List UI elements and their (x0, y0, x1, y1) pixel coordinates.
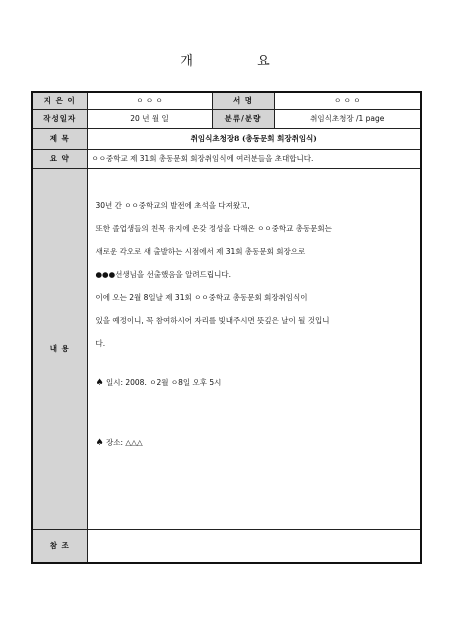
reference-value (87, 529, 421, 563)
author-label: 지 은 이 (32, 92, 87, 109)
subject-value: 취임식초청장8 (총동문회 회장취임식) (87, 128, 421, 149)
content-paragraph: 30년 간 ㅇㅇ중학교의 발전에 초석을 다져왔고, (95, 200, 250, 210)
date-label: 작성일자 (32, 109, 87, 128)
summary-value: ㅇㅇ중학교 제 31회 총동문회 회장취임식에 여러분들을 초대합니다. (87, 149, 421, 168)
event-place-text: 장소: △△△ (105, 437, 143, 447)
content-paragraph: 이에 오는 2월 8일날 제 31회 ㅇㅇ중학교 총동문회 회장취임식이 (95, 292, 308, 302)
content-paragraph: 있을 예정이니, 꼭 참여하시어 자리를 빛내주시면 뜻깊은 날이 될 것입니 (95, 315, 330, 325)
date-value: 20 년 월 일 (87, 109, 212, 128)
reference-label: 참 조 (32, 529, 87, 563)
event-place (96, 438, 413, 448)
content-paragraph: ●●●선생님을 선출했음을 알려드립니다. (95, 269, 231, 279)
signature-label: 서 명 (212, 92, 274, 109)
content-paragraph: 다. (95, 338, 106, 348)
summary-label: 요 약 (32, 149, 87, 168)
summary-form-table (31, 91, 422, 564)
document-title: 개 요 (180, 54, 300, 69)
event-date (96, 378, 413, 388)
event-date-text: 일시: 2008. ㅇ2월 ㅇ8일 오후 5시 (105, 377, 222, 387)
category-value: 취임식초청장 /1 page (274, 109, 421, 128)
content-paragraph: 새로운 각오로 새 출발하는 시점에서 제 31회 총동문회 회장으로 (95, 246, 306, 256)
spade-icon: ♠ (95, 437, 104, 448)
signature-value: ㅇ ㅇ ㅇ (274, 92, 421, 109)
content-paragraph: 또한 졸업생들의 친목 유지에 온갖 정성을 다해온 ㅇㅇ중학교 총동문회는 (95, 223, 332, 233)
author-value: ㅇ ㅇ ㅇ (87, 92, 212, 109)
spade-icon: ♠ (95, 377, 104, 388)
content-label: 내 용 (32, 168, 87, 529)
category-label: 분류/분량 (212, 109, 274, 128)
content-body (87, 168, 421, 529)
subject-label: 제 목 (32, 128, 87, 149)
